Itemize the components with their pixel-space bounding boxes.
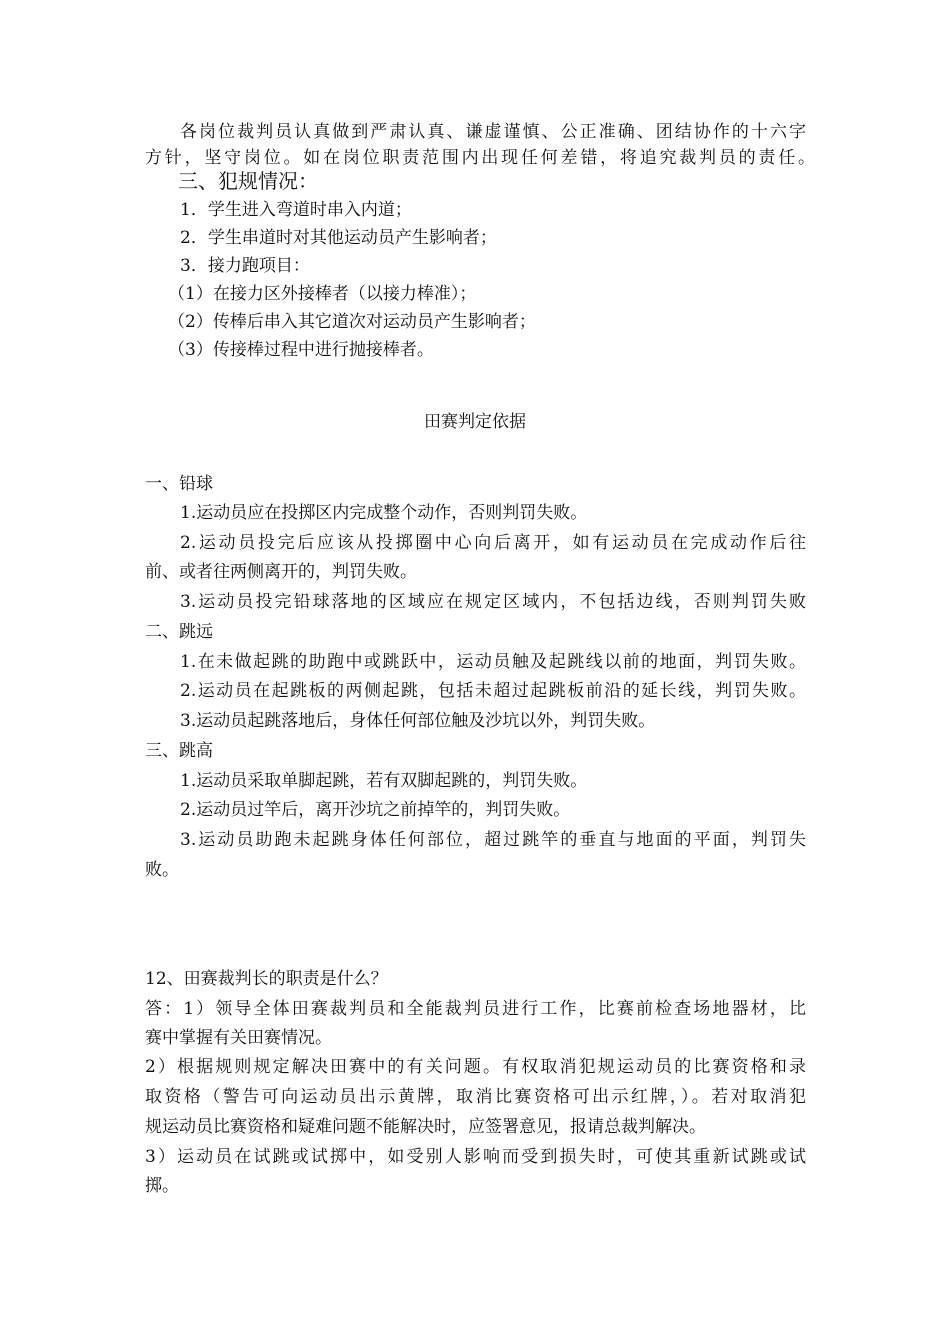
qa-answer-3-line2: 掷。 (145, 1176, 179, 1196)
field-title: 田赛判定依据 (424, 412, 526, 432)
longjump-rule-3: 3.运动员起跳落地后，身体任何部位触及沙坑以外，判罚失败。 (180, 711, 656, 731)
qa-answer-3-line1: 3）运动员在试跳或试掷中，如受别人影响而受到损失时，可使其重新试跳或试 (145, 1147, 806, 1167)
highjump-rule-3-line2: 败。 (145, 860, 179, 880)
highjump-heading: 三、跳高 (145, 741, 213, 761)
shotput-rule-1: 1.运动员应在投掷区内完成整个动作，否则判罚失败。 (180, 503, 588, 523)
shotput-rule-3: 3.运动员投完铅球落地的区域应在规定区域内，不包括边线，否则判罚失败 (180, 592, 806, 612)
shotput-heading: 一、铅球 (145, 474, 213, 494)
qa-answer-2-line2: 取资格（警告可向运动员出示黄牌，取消比赛资格可出示红牌，）。若对取消犯 (145, 1087, 806, 1107)
foul-item-3: 3．接力跑项目： (180, 256, 310, 276)
qa-answer-2-line3: 规运动员比赛资格和疑难问题不能解决时，应签署意见，报请总裁判解决。 (145, 1117, 706, 1137)
foul-item-1: 1．学生进入弯道时串入内道； (180, 200, 412, 220)
shotput-rule-2-line2: 前、或者往两侧离开的，判罚失败。 (145, 562, 417, 582)
duty-text-line2: 方针，坚守岗位。如在岗位职责范围内出现任何差错，将追究裁判员的责任。 (145, 148, 815, 168)
qa-answer-1-line2: 赛中掌握有关田赛情况。 (145, 1028, 332, 1048)
foul-item-2: 2．学生串道时对其他运动员产生影响者； (180, 228, 497, 248)
foul-item-3-2: （2）传棒后串入其它道次对运动员产生影响者； (168, 312, 536, 332)
foul-item-3-1: （1）在接力区外接棒者（以接力棒准）； (168, 284, 477, 304)
highjump-rule-2: 2.运动员过竿后，离开沙坑之前掉竿的，判罚失败。 (180, 800, 571, 820)
highjump-rule-1: 1.运动员采取单脚起跳，若有双脚起跳的，判罚失败。 (180, 771, 588, 791)
longjump-rule-2: 2.运动员在起跳板的两侧起跳，包括未超过起跳板前沿的延长线，判罚失败。 (180, 681, 806, 701)
longjump-heading: 二、跳远 (145, 622, 213, 642)
foul-item-3-3: （3）传接棒过程中进行抛接棒者。 (168, 340, 434, 360)
fouls-heading: 三、犯规情况： (178, 169, 318, 193)
qa-answer-1-line1: 答：1）领导全体田赛裁判员和全能裁判员进行工作，比赛前检查场地器材，比 (145, 999, 806, 1019)
shotput-rule-2-line1: 2.运动员投完后应该从投掷圈中心向后离开，如有运动员在完成动作后往 (180, 533, 806, 553)
qa-answer-2-line1: 2）根据规则规定解决田赛中的有关问题。有权取消犯规运动员的比赛资格和录 (145, 1057, 806, 1077)
qa-question: 12、田赛裁判长的职责是什么？ (145, 969, 388, 989)
duty-text-line1: 各岗位裁判员认真做到严肃认真、谦虚谨慎、公正准确、团结协作的十六字 (180, 122, 806, 142)
longjump-rule-1: 1.在未做起跳的助跑中或跳跃中，运动员触及起跳线以前的地面，判罚失败。 (180, 652, 806, 672)
highjump-rule-3-line1: 3.运动员助跑未起跳身体任何部位，超过跳竿的垂直与地面的平面，判罚失 (180, 830, 806, 850)
